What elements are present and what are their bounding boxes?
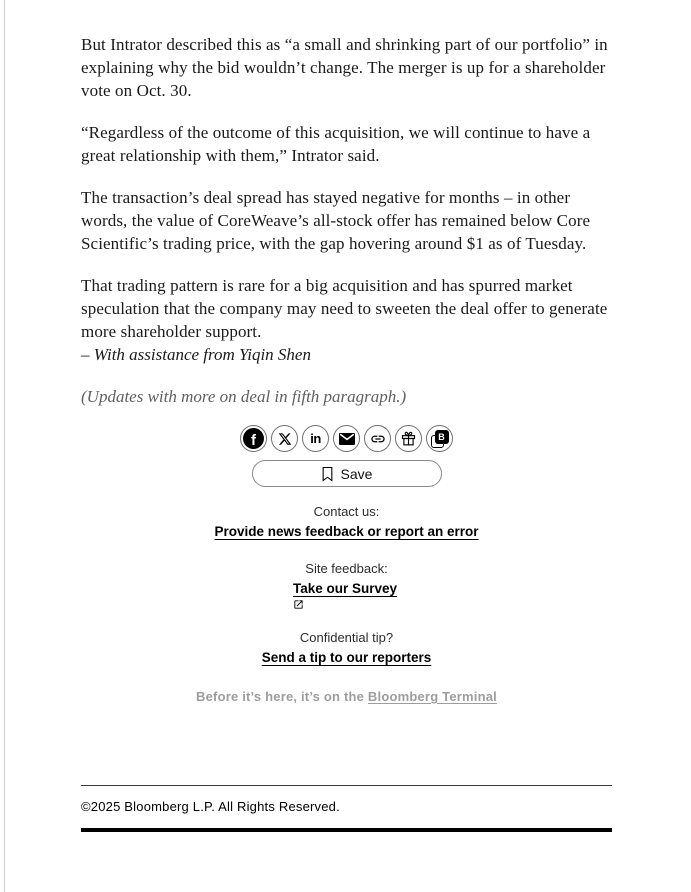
page-footer [81,785,612,832]
update-note: (Updates with more on deal in fifth paragraph.) [81,387,407,406]
x-icon [278,432,292,446]
share-toolbar [81,425,612,452]
gift-article-button[interactable] [395,425,422,452]
survey-link[interactable]: Take our Survey [293,580,400,610]
copy-article-button[interactable] [426,425,453,452]
link-icon [370,431,386,447]
contact-section [81,503,612,667]
bookmark-icon [321,466,334,482]
article-paragraph: That trading pattern is rare for a big acquisition and has spurred market speculation that the company may need to sweeten the deal offer to generate more shareholder support. [81,276,608,341]
confidential-tip-label: Confidential tip? [299,630,394,645]
share-x-button[interactable] [271,425,298,452]
bloomberg-terminal-link[interactable]: Bloomberg Terminal [367,689,497,704]
gift-icon [400,430,417,447]
share-email-button[interactable] [333,425,360,452]
article-column [81,0,612,832]
site-feedback-label: Site feedback: [305,561,388,576]
terminal-promo [81,689,612,704]
article-paragraph: “Regardless of the outcome of this acquisition, we will continue to have a great relationship with them,” Intrator said. [81,123,591,165]
article-paragraph: But Intrator described this as “a small and shrinking part of our portfolio” in explaining why the bid wouldn’t change. The merger is up for a shareholder vote on Oct. 30. [81,35,608,100]
contact-us-label: Contact us: [313,504,380,519]
save-button-label: Save [340,465,373,482]
copy-link-button[interactable] [364,425,391,452]
external-link-icon [293,599,400,610]
copy-article-icon: B [431,430,449,448]
assistance-note: – With assistance from Yiqin Shen [81,345,311,364]
share-linkedin-button[interactable] [302,425,329,452]
page-left-border [4,0,5,892]
save-button[interactable] [252,460,442,487]
terminal-promo-text: Before it’s here, it’s on the [196,689,368,704]
share-facebook-button[interactable] [240,425,267,452]
article-body [81,33,612,408]
linkedin-icon: in [310,431,321,446]
facebook-icon: f [243,428,264,449]
send-tip-link[interactable]: Send a tip to our reporters [261,650,432,665]
news-feedback-link[interactable]: Provide news feedback or report an error [214,524,479,539]
email-icon [339,433,355,445]
copyright-text: ©2025 Bloomberg L.P. All Rights Reserved. [81,799,340,814]
article-paragraph: The transaction’s deal spread has stayed negative for months – in other words, the value of CoreWeave’s all-stock offer has remained below Core Scientific’s trading price, with the gap hovering around $1 as of Tuesday. [81,188,591,253]
